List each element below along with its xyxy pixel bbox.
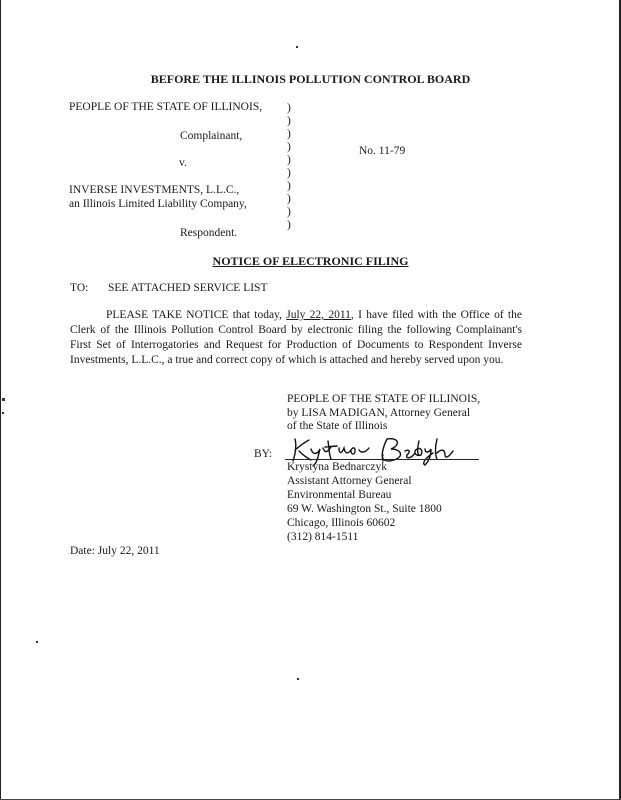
scan-speck — [2, 412, 4, 414]
to-value: SEE ATTACHED SERVICE LIST — [108, 282, 268, 294]
bureau-name: Environmental Bureau — [287, 489, 392, 501]
signer-name: Krystyna Bednarczyk — [287, 461, 387, 473]
respondent-party: INVERSE INVESTMENTS, L.L.C., — [69, 184, 240, 196]
sig-of-line: of the State of Illinois — [287, 420, 388, 432]
page-left-edge — [0, 0, 1, 800]
sig-by-line: by LISA MADIGAN, Attorney General — [287, 407, 471, 419]
signer-title: Assistant Attorney General — [287, 475, 412, 487]
caption-parentheses: ) ) ) ) ) ) ) ) ) ) — [287, 102, 291, 231]
body-part-1: PLEASE TAKE NOTICE that today, — [106, 309, 287, 321]
scan-speck — [296, 46, 298, 48]
date-line: Date: July 22, 2011 — [70, 545, 160, 557]
address-line-1: 69 W. Washington St., Suite 1800 — [287, 503, 442, 515]
respondent-description: an Illinois Limited Liability Company, — [69, 198, 247, 210]
filing-date: July 22, 2011 — [286, 309, 351, 321]
board-title: BEFORE THE ILLINOIS POLLUTION CONTROL BOARD — [150, 72, 471, 86]
respondent-role: Respondent. — [180, 227, 238, 239]
notice-heading: NOTICE OF ELECTRONIC FILING — [212, 254, 409, 268]
notice-body — [70, 308, 522, 368]
address-line-2: Chicago, Illinois 60602 — [287, 517, 396, 529]
scan-speck — [297, 678, 299, 680]
body-part-2: , I have filed with the Office of the Clerk of the Illinois Pollution Control Board by electronic filing the following Complainant's First Set of Interrogatories and Request for Production of Documents to Respondent Inverse Investments, L.L.C., a true and correct copy of which is attached and hereby served upon you. — [70, 309, 522, 366]
phone-number: (312) 814-1511 — [287, 531, 359, 543]
case-number: No. 11-79 — [359, 145, 406, 157]
by-label: BY: — [254, 448, 273, 460]
versus-label: v. — [179, 157, 187, 169]
scan-speck — [36, 641, 38, 643]
scan-speck — [2, 398, 5, 401]
sig-party: PEOPLE OF THE STATE OF ILLINOIS, — [287, 393, 481, 405]
complainant-role: Complainant, — [180, 130, 243, 142]
complainant-party: PEOPLE OF THE STATE OF ILLINOIS, — [69, 101, 263, 113]
to-label: TO: — [70, 282, 89, 294]
signature-line — [285, 459, 479, 460]
